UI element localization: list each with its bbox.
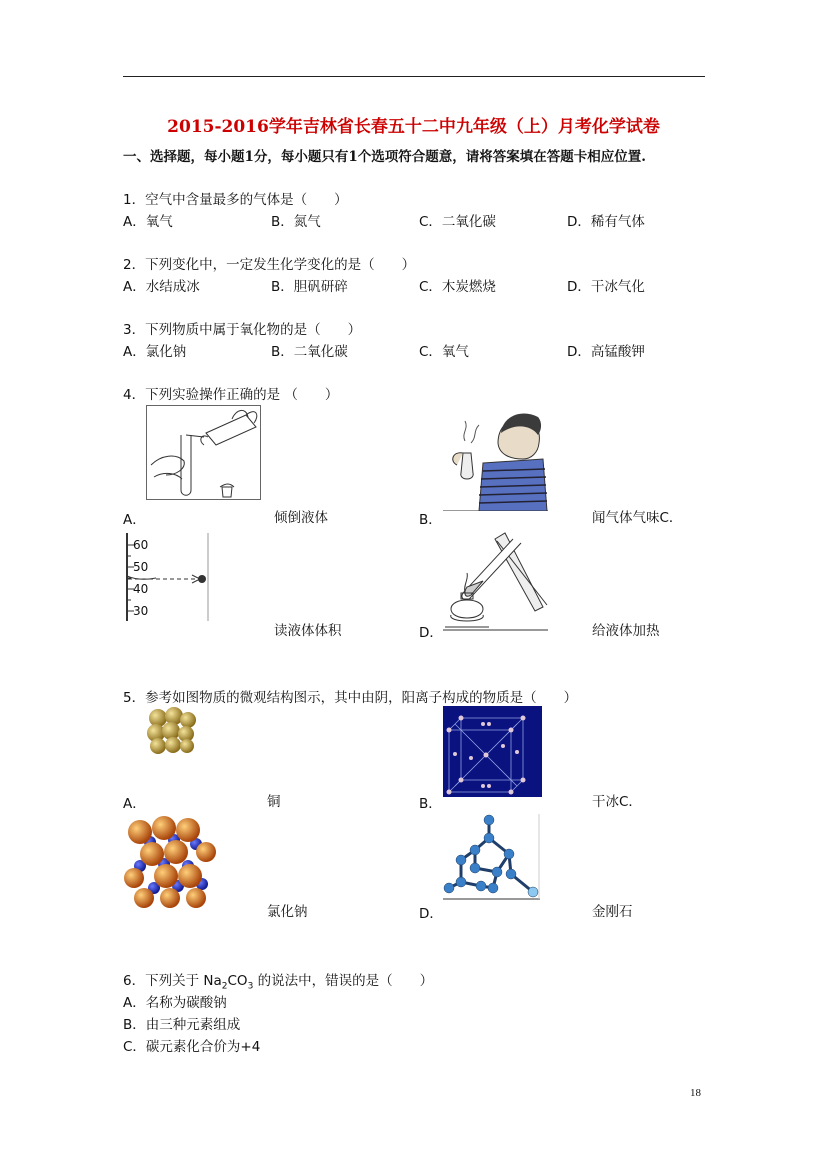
diamond-structure-figure (443, 814, 540, 900)
question-6-stem (123, 969, 433, 992)
question-2-stem: 2．下列变化中，一定发生化学变化的是（ ） (123, 257, 416, 273)
cylinder-tick-30: 30 (133, 604, 149, 618)
q5-caption-b: 干冰C． (592, 794, 642, 810)
q1-option-b[interactable]: B．氮气 (271, 214, 321, 230)
exam-title: 2015-2016学年吉林省长春五十二中九年级（上）月考化学试卷 (167, 117, 660, 137)
section-heading: 一、选择题，每小题1分，每小题只有1个选项符合题意，请将答案填在答题卡相应位置. (123, 149, 646, 165)
q6-option-a[interactable]: A．名称为碳酸钠 (123, 995, 227, 1011)
q2-option-b[interactable]: B．胆矾研碎 (271, 279, 348, 295)
q2-option-c[interactable]: C．木炭燃烧 (419, 279, 496, 295)
q5-caption-d: 金刚石 (592, 904, 633, 920)
q4-label-a[interactable]: A． (123, 512, 146, 528)
q6-subscript-2: 2 (221, 981, 228, 992)
q3-option-b[interactable]: B．二氧化碳 (271, 344, 348, 360)
q6-stem-post: 的说法中，错误的是（ ） (253, 973, 434, 989)
q5-label-d[interactable]: D． (419, 906, 443, 922)
q5-label-a[interactable]: A． (123, 796, 146, 812)
cylinder-tick-60: 60 (133, 538, 149, 552)
q4-caption-d: 给液体加热 (592, 623, 660, 639)
q4-caption-a: 倾倒液体 (274, 510, 328, 526)
q4-caption-b: 闻气体气味C． (592, 510, 683, 526)
q5-label-b[interactable]: B． (419, 796, 442, 812)
q6-stem-pre: 6．下列关于 Na (123, 973, 222, 989)
q5-caption-c: 氯化钠 (267, 904, 308, 920)
q2-option-d[interactable]: D．干冰气化 (567, 279, 645, 295)
sodium-chloride-structure-figure (124, 814, 216, 910)
q3-option-c[interactable]: C．氧气 (419, 344, 469, 360)
q6-option-c[interactable]: C．碳元素化合价为+4 (123, 1039, 261, 1055)
q4-label-d[interactable]: D． (419, 625, 443, 641)
question-4-stem: 4．下列实验操作正确的是 （ ） (123, 387, 339, 403)
graduated-cylinder-figure (126, 533, 210, 621)
question-3-stem: 3．下列物质中属于氧化物的是（ ） (123, 322, 362, 338)
heating-liquid-figure (443, 531, 548, 631)
q4-label-b[interactable]: B． (419, 512, 442, 528)
cylinder-tick-50: 50 (133, 560, 149, 574)
q1-option-a[interactable]: A．氧气 (123, 214, 173, 230)
q1-option-d[interactable]: D．稀有气体 (567, 214, 645, 230)
cylinder-tick-40: 40 (133, 582, 149, 596)
question-5-stem: 5．参考如图物质的微观结构图示，其中由阴，阳离子构成的物质是（ ） (123, 690, 578, 706)
q1-option-c[interactable]: C．二氧化碳 (419, 214, 496, 230)
smelling-gas-figure (443, 403, 548, 511)
pouring-liquid-figure (146, 405, 262, 501)
question-1-stem: 1．空气中含量最多的气体是（ ） (123, 192, 348, 208)
q3-option-d[interactable]: D．高锰酸钾 (567, 344, 645, 360)
page-number: 18 (690, 1087, 701, 1099)
copper-structure-figure (146, 706, 196, 754)
q4-caption-c: 读液体体积 (274, 623, 342, 639)
q6-stem-mid: CO (227, 973, 248, 989)
q2-option-a[interactable]: A．水结成冰 (123, 279, 200, 295)
dry-ice-structure-figure (443, 706, 542, 797)
header-rule (123, 76, 705, 77)
q6-subscript-3: 3 (247, 981, 254, 992)
q6-option-b[interactable]: B．由三种元素组成 (123, 1017, 241, 1033)
q3-option-a[interactable]: A．氯化钠 (123, 344, 187, 360)
q5-caption-a: 铜 (267, 794, 281, 810)
